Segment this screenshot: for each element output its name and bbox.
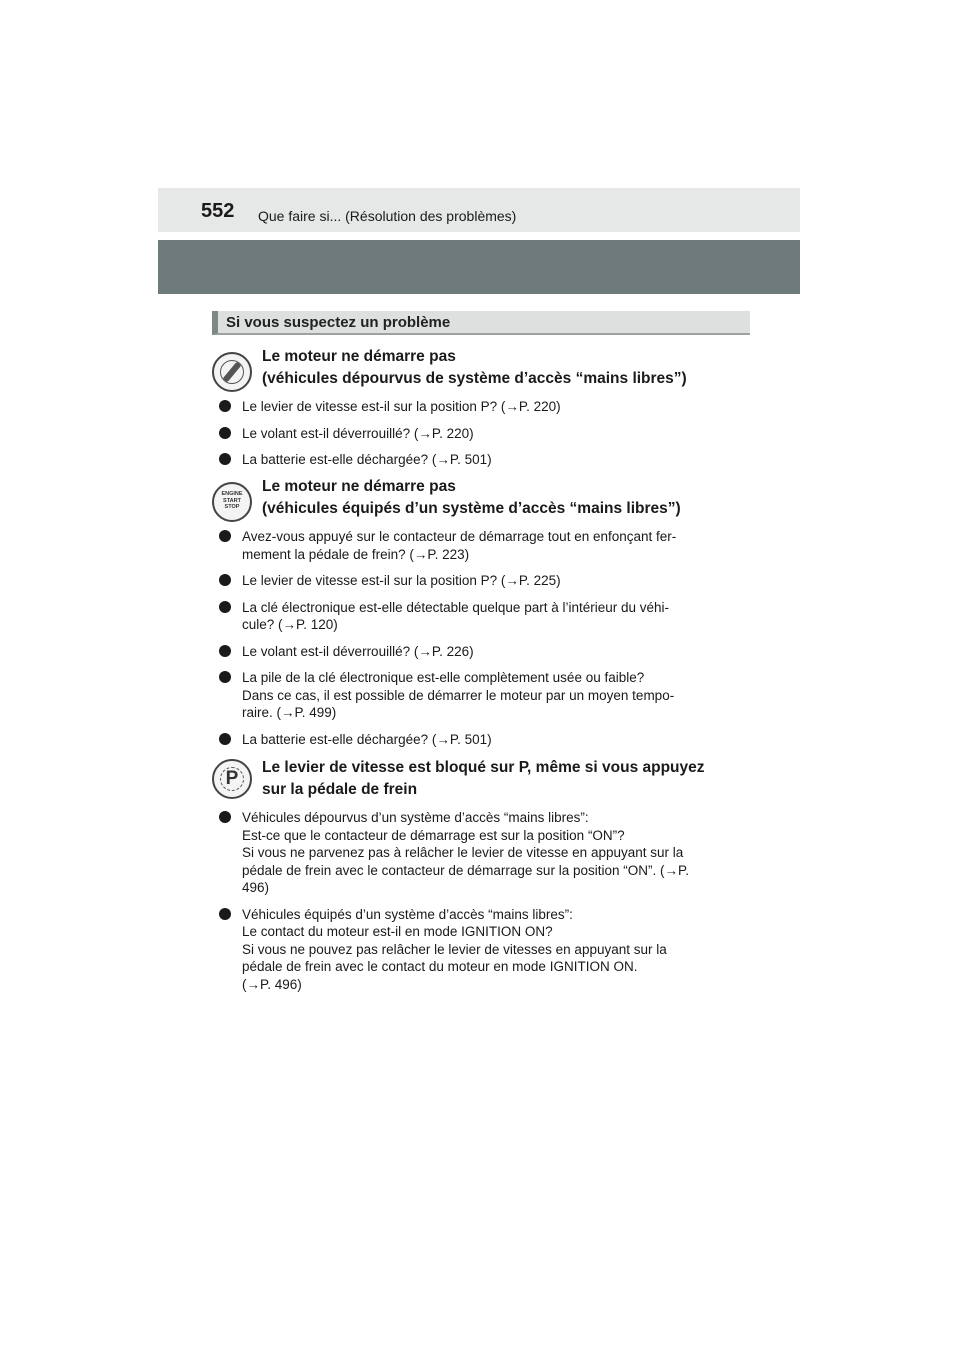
bullet-icon: [219, 811, 231, 823]
section-heading: [212, 311, 750, 335]
list-item: La batterie est-elle déchargée? (→P. 501): [212, 451, 752, 469]
ignition-key-icon: [212, 352, 252, 392]
problem-title: Le moteur ne démarre pas (véhicules équipés d’un système d’accès “mains libres”): [262, 478, 681, 517]
list-item: La batterie est-elle déchargée? (→P. 501): [212, 731, 752, 749]
problem-title: Le moteur ne démarre pas (véhicules dépourvus de système d’accès “mains libres”): [262, 348, 687, 387]
list-item: Véhicules dépourvus d’un système d’accès “mains libres”: Est-ce que le contacteur de démarrage est sur la position “ON”? Si vous ne parvenez pas à relâcher le levier de vitesse en appuyant sur la pédale de frein avec le contacteur de démarrage sur la position “ON”. (→P. 496): [212, 809, 752, 897]
list-item: Le volant est-il déverrouillé? (→P. 226): [212, 643, 752, 661]
bullet-icon: [219, 733, 231, 745]
list-item: Le volant est-il déverrouillé? (→P. 220): [212, 425, 752, 443]
bullet-icon: [219, 400, 231, 412]
list-item: La clé électronique est-elle détectable quelque part à l’intérieur du véhi- cule? (→P. 120): [212, 599, 752, 634]
park-gear-icon: P: [212, 759, 252, 799]
bullet-icon: [219, 645, 231, 657]
bullet-icon: [219, 908, 231, 920]
problem-title: Le levier de vitesse est bloqué sur P, même si vous appuyez sur la pédale de frein: [262, 759, 705, 798]
list-item: Avez-vous appuyé sur le contacteur de démarrage tout en enfonçant fer- mement la pédale de frein? (→P. 223): [212, 528, 752, 563]
bullet-icon: [219, 574, 231, 586]
bullet-icon: [219, 671, 231, 683]
checklist: [212, 398, 752, 478]
checklist: [212, 528, 752, 757]
chapter-title: Que faire si... (Résolution des problèmes): [258, 208, 517, 224]
list-item: La pile de la clé électronique est-elle complètement usée ou faible? Dans ce cas, il est possible de démarrer le moteur par un moyen tempo- raire. (→P. 499): [212, 669, 752, 722]
bullet-icon: [219, 453, 231, 465]
bullet-icon: [219, 601, 231, 613]
engine-start-stop-icon: ENGINE START STOP: [212, 482, 252, 522]
bullet-icon: [219, 530, 231, 542]
header-band: [158, 240, 800, 294]
list-item: Véhicules équipés d’un système d’accès “mains libres”: Le contact du moteur est-il en mode IGNITION ON? Si vous ne pouvez pas relâcher le levier de vitesses en appuyant sur la pédale de frein avec le contact du moteur en mode IGNITION ON. (→P. 496): [212, 906, 752, 994]
list-item: Le levier de vitesse est-il sur la position P? (→P. 220): [212, 398, 752, 416]
page-number: 552: [201, 200, 235, 222]
bullet-icon: [219, 427, 231, 439]
checklist: [212, 809, 752, 1002]
section-heading-text: Si vous suspectez un problème: [226, 314, 451, 331]
list-item: Le levier de vitesse est-il sur la position P? (→P. 225): [212, 572, 752, 590]
